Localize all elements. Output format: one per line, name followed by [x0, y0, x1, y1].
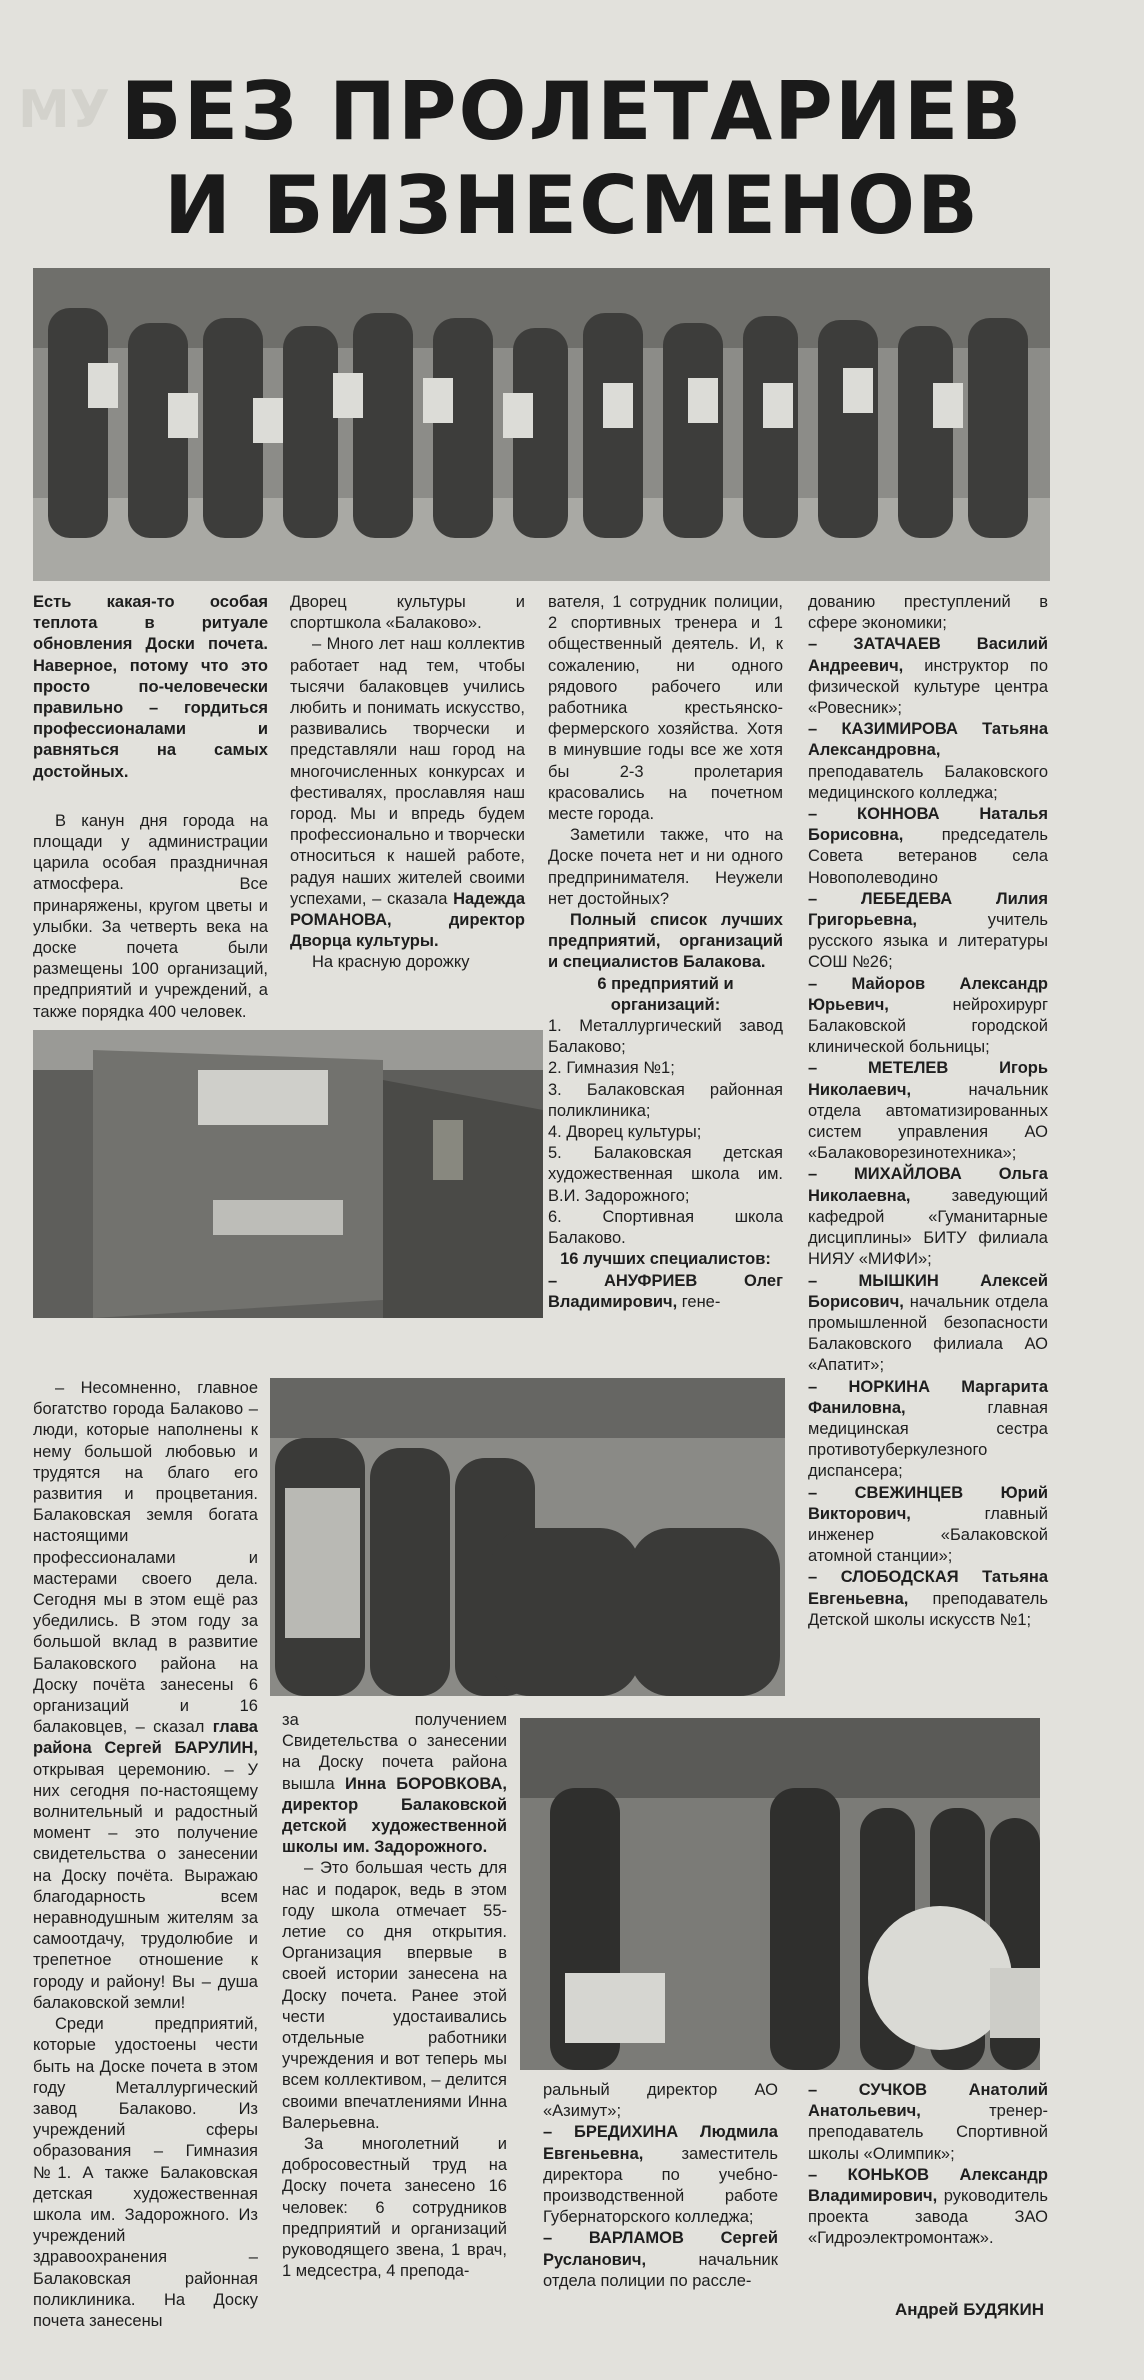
col2-speaker: Надежда РОМАНОВА, директор Дворца культуры.	[290, 889, 525, 951]
lower-b-paragraph: – Это большая честь для нас и подарок, ведь в этом году школа отмечает 55-летие со дня открытия. Организация впервые в своей истории занесена на Доску почета. Ранее этой чести удостаивались отдельные работники учреждения и вот теперь мы всем коллективом, – делится своими впечатлениями Инна Валерьевна.	[282, 1859, 507, 2132]
column-lower-d	[808, 2080, 1048, 2250]
col2-quote: – Много лет наш коллектив работает над тем, чтобы тысячи балаковцев учились любить и понимать искусство, развивались творчески и представляли наш город на многочисленных конкурсах и фестивалях, прославляя наш город. Мы и впредь будем профессионально и творчески относиться к нашей работе, радуя наших жителей своими успехами, – сказала	[290, 635, 525, 908]
spec-item: ральный директор АО «Азимут»;	[543, 2081, 778, 2121]
spec-heading: 16 лучших специалистов:	[560, 1250, 771, 1269]
spec-item	[548, 1271, 783, 1313]
column-lower-b	[282, 1710, 507, 2282]
spec-item: – БРЕДИХИНА Людмила Евгеньевна, заместитель директора по учебно-производственной работе Губернаторского колледжа;	[543, 2123, 778, 2227]
col3-paragraph: вателя, 1 сотрудник полиции, 2 спортивных тренера и 1 общественный деятель. И, к сожалению, ни одного рядового рабочего или работника крестьянско-фермерского хозяйства. Хотя в минувшие годы все же хотя бы 2-3 пролетария красовались на почетном месте города.	[548, 593, 783, 824]
col3-paragraph: Заметили также, что на Доске почета нет и ни одного предпринимателя. Неужели нет достойных?	[548, 826, 783, 908]
org-item: 5. Балаковская детская художественная школа им. В.И. Задорожного;	[548, 1144, 783, 1205]
photo-board-of-honor	[33, 1030, 543, 1318]
column-4	[808, 592, 1048, 1631]
spec-item: – МЕТЕЛЕВ Игорь Николаевич, начальник отдела автоматизированных систем управления АО «Балаковорезинотехника»;	[808, 1059, 1048, 1163]
col3-list-intro: Полный список лучших предприятий, организаций и специалистов Балакова.	[548, 911, 783, 972]
col2-paragraph: Дворец культуры и спортшкола «Балаково».	[290, 593, 525, 633]
spec-item: – МИХАЙЛОВА Ольга Николаевна, заведующий кафедрой «Гуманитарные дисциплины» БИТУ филиала НИЯУ «МИФИ»;	[808, 1165, 1048, 1269]
lower-a-paragraph: – Несомненно, главное богатство города Балаково – люди, которые наполнены к нему большой любовью и трудятся на благо его развития и процветания. Балаковская земля богата настоящими профессионалами и мастерами своего дела. Сегодня мы в этом ещё раз убедились. В этом году за большой вклад в развитие Балаковского района на Доску почёта занесены 6 организаций и 16 балаковцев, – сказал глава района Сергей БАРУЛИН, открывая церемонию. – У них сегодня по-настоящему волнительный и радостный момент – это получение свидетельства о занесении на Доску почёта. Выражаю благодарность всем неравнодушным жителям за самоотдачу, трудолюбие и трепетное отношение к городу и району! Вы – душа балаковской земли!	[33, 1379, 258, 2012]
col1-paragraph: В канун дня города на площади у администрации царила особая праздничная атмосфера. Все принаряжены, кругом цветы и улыбки. За четверть века на доске почета были размещены 100 организаций, предприятий и учреждений, а также порядка 400 человек.	[33, 811, 268, 1021]
org-item: 3. Балаковская районная поликлиника;	[548, 1080, 783, 1120]
column-lower-a	[33, 1378, 258, 2332]
author-signature: Андрей БУДЯКИН	[894, 2300, 1044, 2319]
spec-item: – СВЕЖИНЦЕВ Юрий Викторович, главный инженер «Балаковской атомной станции»;	[808, 1483, 1048, 1566]
org-item: 6. Спортивная школа Балаково.	[548, 1207, 783, 1248]
spec-item: – ЗАТАЧАЕВ Василий Андреевич, инструктор по физической культуре центра «Ровесник»;	[808, 635, 1048, 718]
column-1	[33, 592, 268, 1023]
headline-line-1: БЕЗ ПРОЛЕТАРИЕВ	[120, 65, 1024, 158]
lower-b-paragraph: за получением Свидетельства о занесении на Доску почета района вышла Инна БОРОВКОВА, директор Балаковской детской художественной школы им. Задорожного.	[282, 1711, 507, 1857]
bleed-through-text: МУ	[18, 80, 110, 140]
photo-drummers	[520, 1718, 1040, 2070]
photo-group-with-certificates	[33, 268, 1050, 581]
spec-item: – СУЧКОВ Анатолий Анатольевич, тренер-преподаватель Спортивной школы «Олимпик»;	[808, 2081, 1048, 2163]
column-2	[290, 592, 525, 974]
speaker-barulin: глава района Сергей БАРУЛИН,	[33, 1718, 258, 1758]
column-3	[548, 592, 783, 1313]
org-item: 2. Гимназия №1;	[548, 1059, 675, 1078]
org-item: 1. Металлургический завод Балаково;	[548, 1017, 783, 1057]
lower-b-paragraph: За многолетний и добросовестный труд на Доску почета занесено 16 человек: 6 сотрудников предприятий и организаций руководящего звена, 1 врач, 1 медсестра, 4 препода-	[282, 2135, 507, 2281]
column-lower-c	[543, 2080, 778, 2292]
spec-item: – СЛОБОДСКАЯ Татьяна Евгеньевна, преподаватель Детской школы искусств №1;	[808, 1568, 1048, 1629]
lower-a-paragraph: Среди предприятий, которые удостоены чести быть на Доске почета в этом году Металлургический завод Балаково. Из учреждений сферы образования – Гимназия №1. А также Балаковская детская художественная школа им. Задорожного. Из учреждений здравоохранения – Балаковская районная поликлиника. На Доску почета занесены	[33, 2015, 258, 2330]
spec-name: – АНУФРИЕВ Олег Владимирович,	[548, 1271, 783, 1311]
col2-paragraph	[290, 634, 525, 952]
orgs-list	[548, 1016, 783, 1249]
spec-item: – НОРКИНА Маргарита Фаниловна, главная медицинская сестра противотуберкулезного диспансера;	[808, 1377, 1048, 1481]
spec-desc: гене-	[677, 1292, 721, 1311]
photo-audience	[270, 1378, 785, 1696]
speaker-borovkova: Инна БОРОВКОВА, директор Балаковской детской художественной школы им. Задорожного.	[282, 1774, 507, 1857]
col2-paragraph: На красную дорожку	[312, 953, 470, 972]
spec-item: – Майоров Александр Юрьевич, нейрохирург Балаковской городской клинической больницы;	[808, 974, 1048, 1057]
spec-item: – МЫШКИН Алексей Борисович, начальник отдела промышленной безопасности Балаковского филиала АО «Апатит»;	[808, 1271, 1048, 1375]
spec-item: – КОНЬКОВ Александр Владимирович, руководитель проекта завода ЗАО «Гидроэлектромонтаж».	[808, 2165, 1048, 2248]
spec-item: – ЛЕБЕДЕВА Лилия Григорьевна, учитель русского языка и литературы СОШ №26;	[808, 889, 1048, 972]
spec-item: – КАЗИМИРОВА Татьяна Александровна, преподаватель Балаковского медицинского колледжа;	[808, 720, 1048, 802]
orgs-heading: 6 предприятий и организаций:	[597, 974, 734, 1014]
org-item: 4. Дворец культуры;	[548, 1123, 702, 1142]
headline-line-2: И БИЗНЕСМЕНОВ	[163, 159, 981, 252]
spec-item: – КОННОВА Наталья Борисовна, председатель Совета ветеранов села Новополеводино	[808, 805, 1048, 887]
lead-paragraph: Есть какая-то особая теплота в ритуале обновления Доски почета. Наверное, потому что это просто по-человечески правильно – гордиться профессионалами и равняться на самых достойных.	[33, 593, 268, 781]
spec-item: – ВАРЛАМОВ Сергей Русланович, начальник отдела полиции по рассле-	[543, 2229, 778, 2290]
spec-item: дованию преступлений в сфере экономики;	[808, 593, 1048, 633]
